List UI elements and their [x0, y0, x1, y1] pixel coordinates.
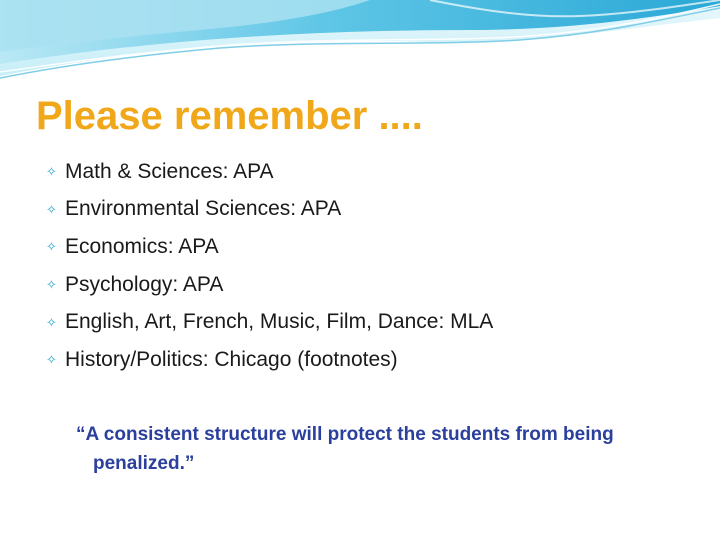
list-item	[46, 303, 493, 341]
list-item-text: English, Art, French, Music, Film, Dance: MLA	[65, 310, 494, 334]
wingding-bullet-icon: ✧	[46, 352, 57, 368]
wingding-bullet-icon: ✧	[46, 239, 57, 255]
wingding-bullet-icon: ✧	[46, 164, 57, 180]
list-item-text: Economics: APA	[65, 234, 219, 258]
list-item	[46, 228, 493, 266]
list-item	[46, 153, 493, 191]
list-item-text: Environmental Sciences: APA	[65, 197, 342, 221]
wave-header-decoration	[0, 0, 720, 90]
wingding-bullet-icon: ✧	[46, 277, 57, 293]
list-item	[46, 341, 493, 379]
wingding-bullet-icon: ✧	[46, 314, 57, 330]
bullet-list	[46, 153, 493, 379]
quote-block	[76, 420, 686, 478]
list-item-text: Math & Sciences: APA	[65, 159, 274, 183]
quote-text: “A consistent structure will protect the students from being penalized.”	[76, 424, 614, 474]
list-item	[46, 191, 493, 229]
list-item	[46, 266, 493, 304]
wingding-bullet-icon: ✧	[46, 201, 57, 217]
slide-title: Please remember ....	[36, 94, 423, 138]
list-item-text: Psychology: APA	[65, 272, 224, 296]
list-item-text: History/Politics: Chicago (footnotes)	[65, 347, 398, 371]
